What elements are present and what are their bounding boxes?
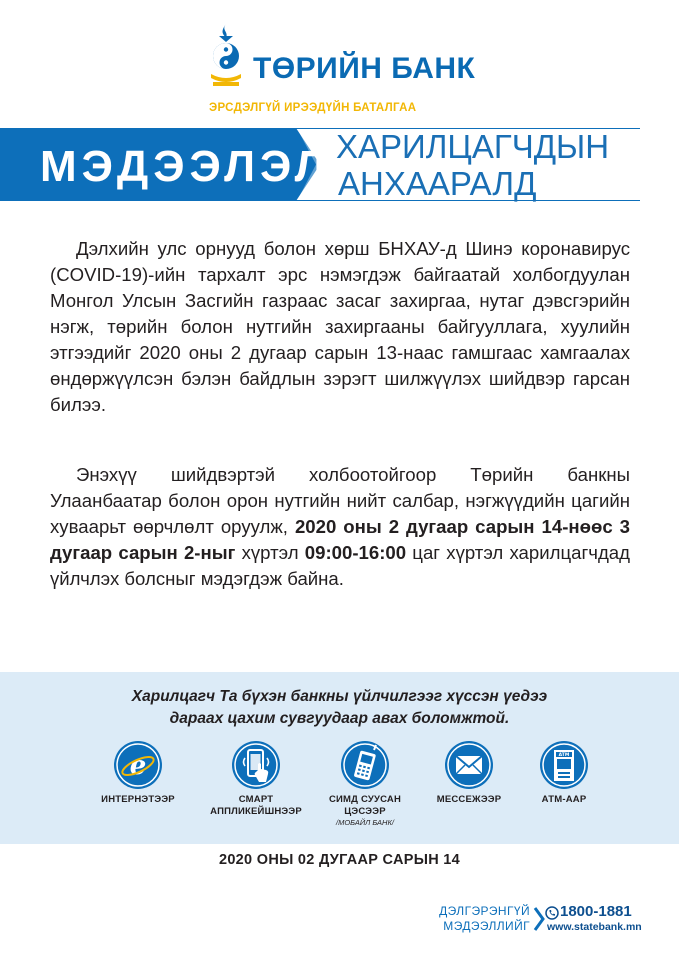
channel-sim-menu-label-line-2: ЦЭСЭЭР bbox=[344, 806, 386, 817]
svg-text:e: e bbox=[129, 751, 147, 781]
channel-smart-app-label-line-2: АППЛИКЕЙШНЭЭР bbox=[210, 806, 302, 817]
hotline-number[interactable]: 1800-1881 bbox=[560, 903, 632, 920]
announcement-date: 2020 ОНЫ 02 ДУГААР САРЫН 14 bbox=[218, 852, 461, 868]
channel-internet-label: ИНТЕРНЭТЭЭР bbox=[101, 794, 175, 805]
channel-internet[interactable] bbox=[83, 740, 193, 806]
channel-message[interactable] bbox=[414, 740, 524, 806]
page-title: МЭДЭЭЛЭЛ bbox=[40, 142, 331, 191]
channel-sim-menu-label bbox=[310, 794, 420, 818]
paragraph-2-dates: 2020 оны 2 дугаар сарын 14-нөөс 3 дугаар сарын 2-ныг bbox=[50, 516, 630, 563]
channel-atm[interactable] bbox=[509, 740, 619, 806]
channels-heading bbox=[0, 686, 679, 730]
mobile-phone-icon bbox=[340, 740, 390, 790]
chevron-right-icon bbox=[532, 904, 546, 934]
paragraph-1-text: Дэлхийн улс орнууд болон хөрш БНХАУ-д Шинэ коронавирус (COVID-19)-ийн тархалт эрс нэмэгдэж байгаатай холбогдуулан Монгол Улсын Засгийн газраас засаг захиргаа, нутаг дэвсгэрийн нэгж, төрийн болон нутгийн захиргааны байгууллага, хуулийн этгээдийг 2020 оны 2 дугаар сарын 13-наас гамшгаас хамгаалах өндөржүүлсэн бэлэн байдлын зэрэгт шилжүүлэх шийдвэр гарсан билээ. bbox=[50, 238, 630, 415]
channel-smart-app-label bbox=[201, 794, 311, 818]
subtitle-line-1: ХАРИЛЦАГЧДЫН bbox=[336, 128, 610, 165]
soyombo-logo-icon bbox=[205, 22, 247, 94]
svg-text:ATM: ATM bbox=[558, 753, 570, 759]
paragraph-2-tail: цаг хүртэл харилцагчдад үйлчлэх болсныг мэдэгдэж байна. bbox=[50, 542, 630, 589]
channel-message-label: МЕССЕЖЭЭР bbox=[436, 794, 502, 805]
channels-heading-line-2: дараах цахим сувгуудаар авах боломжтой. bbox=[169, 710, 510, 727]
envelope-icon bbox=[444, 740, 494, 790]
bank-name: ТӨРИЙН БАНК bbox=[253, 52, 476, 85]
channels-heading-line-1: Харилцагч Та бүхэн банкны үйлчилгээг хүссэн үедээ bbox=[131, 688, 548, 705]
footer-more-info bbox=[426, 904, 530, 934]
channel-sim-menu-label-line-1: СИМД СУУСАН bbox=[328, 794, 402, 805]
atm-icon bbox=[539, 740, 589, 790]
subtitle-line-2: АНХААРАЛД bbox=[338, 165, 537, 202]
paragraph-2-lead: Энэхүү шийдвэртэй холбоотойгоор Төрийн банкны Улаанбаатар болон орон нутгийн нийт салбар, нэгжүүдийн цагийн хуваарьт өөрчлөлт оруулж, bbox=[50, 464, 630, 537]
page-subtitle bbox=[336, 128, 609, 202]
announcement-paragraph-1 bbox=[50, 236, 630, 418]
footer-more-info-line-1: ДЭЛГЭРЭНГҮЙ bbox=[439, 904, 530, 918]
bank-tagline: ЭРСДЭЛГҮЙ ИРЭЭДҮЙН БАТАЛГАА bbox=[209, 102, 417, 114]
channel-smart-app[interactable] bbox=[201, 740, 311, 818]
phone-icon bbox=[545, 906, 559, 920]
footer-more-info-line-2: МЭДЭЭЛЛИЙГ bbox=[443, 919, 530, 933]
channel-sim-menu-note: /МОБАЙЛ БАНК/ bbox=[336, 818, 394, 827]
channel-atm-label: АТМ-ААР bbox=[541, 794, 587, 805]
website-link[interactable]: www.statebank.mn bbox=[547, 921, 642, 933]
channel-sim-menu[interactable] bbox=[310, 740, 420, 828]
bank-logo bbox=[205, 22, 495, 114]
channel-smart-app-label-line-1: СМАРТ bbox=[238, 794, 274, 805]
announcement-paragraph-2 bbox=[50, 462, 630, 592]
paragraph-2-hours: 09:00-16:00 bbox=[304, 542, 407, 563]
paragraph-2-mid: хүртэл bbox=[235, 542, 305, 563]
smartphone-tap-icon bbox=[231, 740, 281, 790]
internet-explorer-icon bbox=[113, 740, 163, 790]
